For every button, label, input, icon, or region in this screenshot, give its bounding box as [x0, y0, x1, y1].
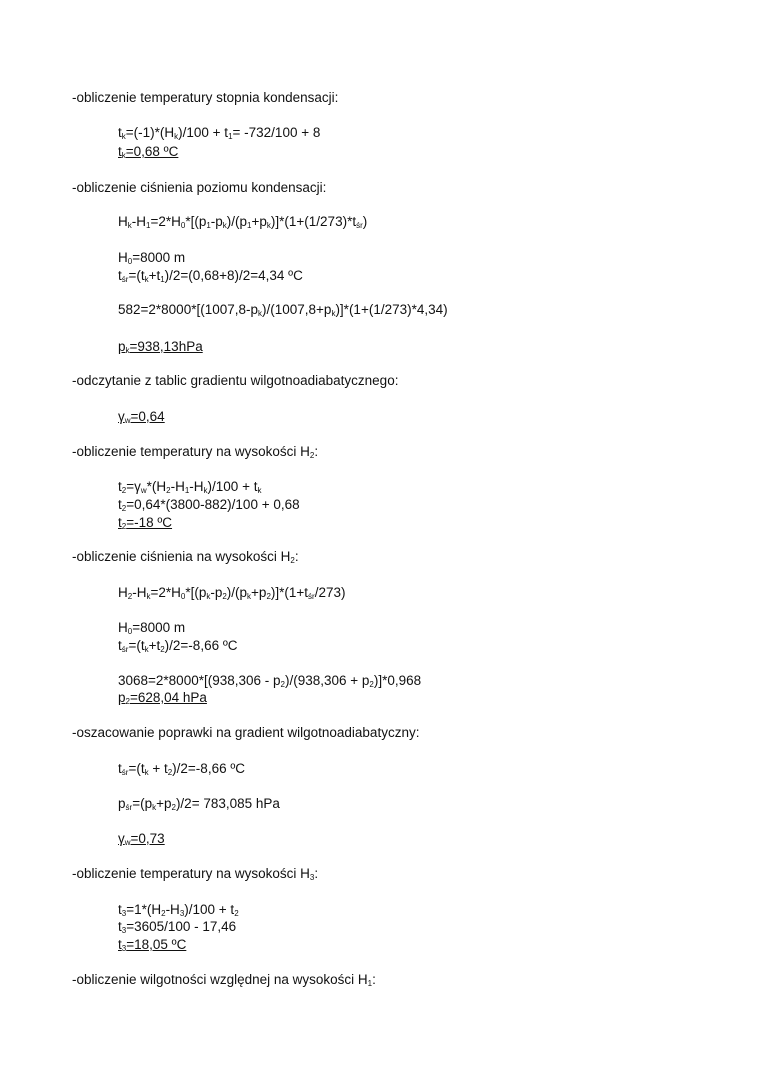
- result-line: $p_2=628,04$ hPa: [118, 690, 207, 706]
- section-heading: -oszacowanie poprawki na gradient wilgotnoadiabatyczny:: [72, 725, 420, 740]
- section-heading: -odczytanie z tablic gradientu wilgotnoadiabatycznego:: [72, 373, 399, 388]
- formula-line: $t_{śr}=(t_k+t_1)/2=(0,68+8)/2=4,34$ ºC: [118, 268, 303, 284]
- section-heading: -obliczenie wilgotności względnej na wysokości $H_1$:: [72, 972, 376, 988]
- formula-line: $t_3=3605/100 - 17,46$: [118, 919, 237, 935]
- formula-line: $t_2=0,64*(3800-882)/100 + 0,68$: [118, 497, 300, 513]
- result-line: $p_k=938,13hPa$: [118, 339, 203, 355]
- formula-line: $t_{śr}=(t_k+t_2)/2=-8,66$ ºC: [118, 638, 238, 654]
- section-heading: -obliczenie temperatury na wysokości $H_2$:: [72, 444, 319, 460]
- formula-line: $p_{śr}=(p_k+p_2)/2= 783,085$ hPa: [118, 796, 280, 812]
- section-heading: -obliczenie ciśnienia poziomu kondensacji:: [72, 180, 327, 195]
- section-heading: -obliczenie temperatury na wysokości $H_3$:: [72, 866, 319, 882]
- result-line: $t_k=0,68$ ºC: [118, 144, 179, 160]
- formula-line: $3068=2*8000*[(938,306 - p_2)/(938,306 + p_2)]*0,968$: [118, 673, 422, 689]
- result-line: $\gamma_w=0,73$: [118, 831, 165, 847]
- formula-line: $H_k-H_1=2*H_0*[(p_1-p_k)/(p_1+p_k)]*(1+(1/273)*t_{śr})$: [118, 214, 368, 230]
- formula-line: $H_2-H_k=2*H_0*[(p_k-p_2)/(p_k+p_2)]*(1+t_{śr}/273)$: [118, 585, 346, 601]
- result-line: $\gamma_w=0,64$: [118, 409, 165, 425]
- section-heading: -obliczenie temperatury stopnia kondensacji:: [72, 90, 339, 105]
- formula-line: $t_k=(-1)*(H_k)/100 + t_1= -732/100 + 8$: [118, 125, 321, 141]
- formula-line: $t_2=\gamma_w*(H_2-H_1-H_k)/100 + t_k$: [118, 479, 262, 495]
- section-heading: -obliczenie ciśnienia na wysokości $H_2$:: [72, 549, 299, 565]
- formula-line: $H_0=8000$ m: [118, 250, 186, 266]
- formula-line: $t_{śr}=(t_k + t_2)/2=-8,66$ ºC: [118, 761, 246, 777]
- result-line: $t_2=-18$ ºC: [118, 515, 173, 531]
- formula-line: $582=2*8000*[(1007,8-p_k)/(1007,8+p_k)]*(1+(1/273)*4,34)$: [118, 302, 448, 318]
- result-line: $t_3=18,05$ ºC: [118, 937, 187, 953]
- formula-line: $t_3=1*(H_2-H_3)/100 + t_2$: [118, 902, 239, 918]
- formula-line: $H_0=8000$ m: [118, 620, 186, 636]
